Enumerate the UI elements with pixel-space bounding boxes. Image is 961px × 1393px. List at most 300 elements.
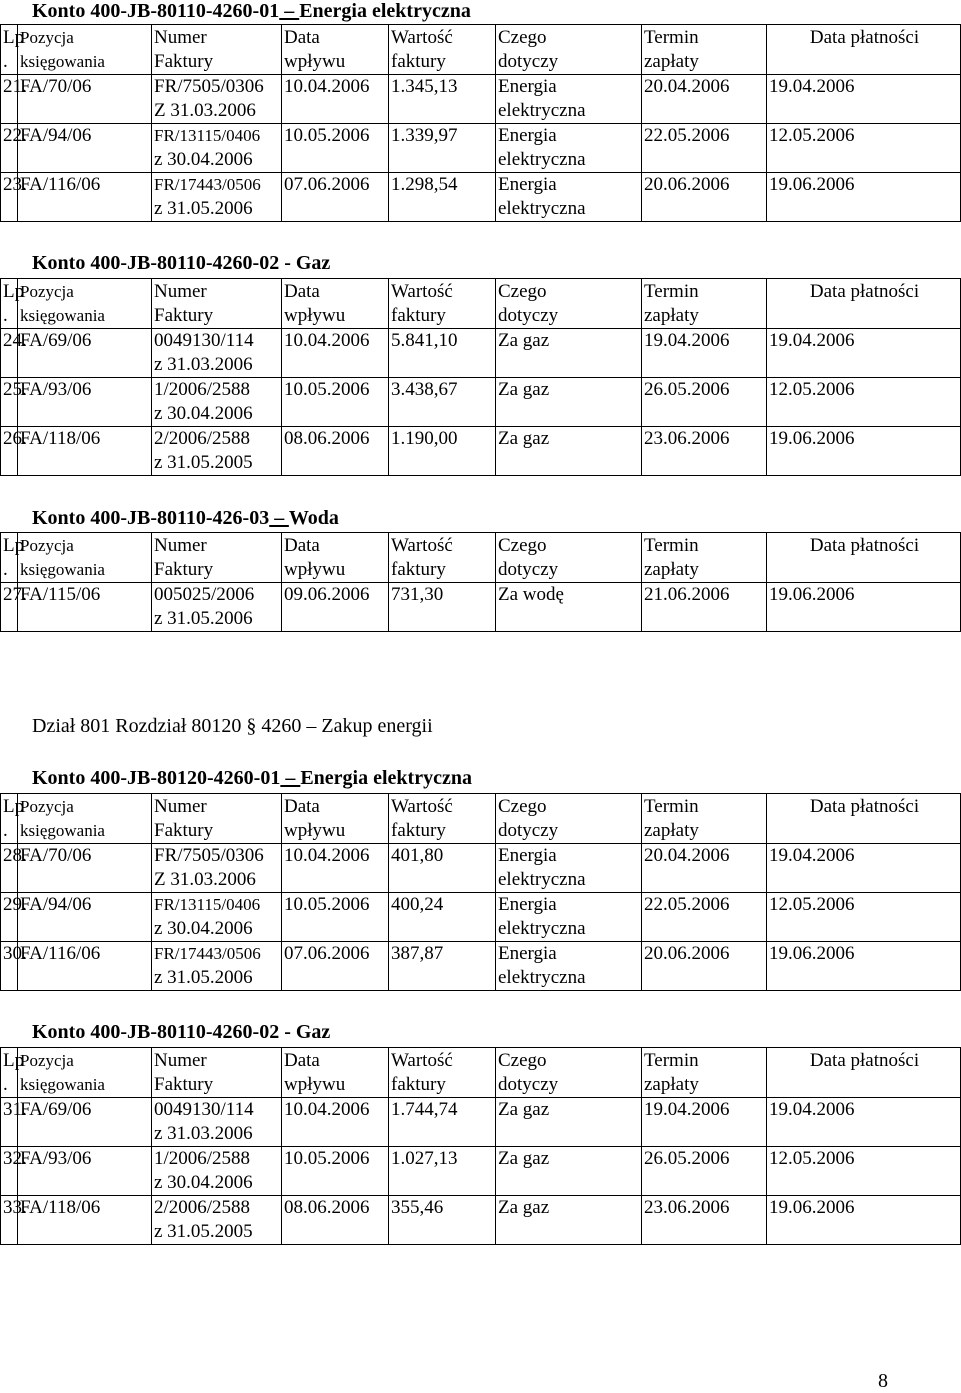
- subject: Energia: [498, 845, 557, 866]
- invoice-value: 5.841,10: [391, 330, 458, 351]
- header-label: .: [3, 305, 8, 326]
- header-label: Termin: [644, 535, 699, 556]
- header-label: faktury: [391, 559, 446, 580]
- header-cell: [282, 279, 389, 329]
- receipt-date: 10.05.2006: [284, 379, 370, 400]
- table-cell: [389, 173, 496, 222]
- header-cell: [18, 1048, 152, 1098]
- table-cell: [642, 378, 767, 427]
- table-cell: [389, 329, 496, 378]
- table-cell: [18, 75, 152, 124]
- header-label: Wartość: [391, 1050, 453, 1071]
- table-cell: [642, 1147, 767, 1196]
- payment-date: 19.04.2006: [769, 845, 855, 866]
- invoice-table: [0, 278, 961, 476]
- table-cell: [1, 1098, 27, 1147]
- invoice-date: Z 31.03.2006: [154, 100, 256, 121]
- table-row: [1, 583, 961, 632]
- table-cell: [1, 1147, 27, 1196]
- header-cell: [767, 25, 961, 75]
- table-cell: [1, 75, 27, 124]
- header-label: faktury: [391, 1074, 446, 1095]
- header-label: Lp: [3, 27, 25, 48]
- header-label: Pozycja: [20, 28, 74, 47]
- header-cell: [152, 1048, 282, 1098]
- table-cell: [767, 942, 961, 991]
- subject: Energia: [498, 125, 557, 146]
- header-cell: [152, 25, 282, 75]
- header-label: Czego: [498, 281, 547, 302]
- row-number: 30.: [3, 943, 27, 964]
- receipt-date: 08.06.2006: [284, 1197, 370, 1218]
- invoice-table: [0, 1047, 961, 1245]
- header-label: Pozycja: [20, 797, 74, 816]
- table-cell: [389, 1196, 496, 1245]
- header-label: Czego: [498, 1050, 547, 1071]
- table-cell: [18, 893, 152, 942]
- payment-date: 19.06.2006: [769, 428, 855, 449]
- row-number: 22.: [3, 125, 27, 146]
- invoice-value: 1.298,54: [391, 174, 458, 195]
- posting-position: FA/69/06: [20, 1099, 92, 1120]
- invoice-number: 1/2006/2588: [154, 1148, 251, 1169]
- table-cell: [642, 942, 767, 991]
- header-label: Wartość: [391, 281, 453, 302]
- invoice-date: z 30.04.2006: [154, 918, 253, 939]
- header-cell: [496, 1048, 642, 1098]
- table-cell: [389, 378, 496, 427]
- header-row: [1, 279, 961, 329]
- table-cell: [496, 1098, 642, 1147]
- invoice-number: 005025/2006: [154, 584, 255, 605]
- header-label: dotyczy: [498, 51, 559, 72]
- header-label: dotyczy: [498, 305, 559, 326]
- table-cell: [496, 124, 642, 173]
- row-number: 33.: [3, 1197, 27, 1218]
- header-label: Data: [284, 535, 320, 556]
- header-label: faktury: [391, 305, 446, 326]
- table-cell: [18, 1098, 152, 1147]
- table-cell: [496, 583, 642, 632]
- table-cell: [496, 844, 642, 893]
- header-label: Czego: [498, 535, 547, 556]
- posting-position: FA/70/06: [20, 76, 92, 97]
- header-label: dotyczy: [498, 820, 559, 841]
- posting-position: FA/93/06: [20, 1148, 92, 1169]
- header-cell: [18, 279, 152, 329]
- invoice-value: 731,30: [391, 584, 444, 605]
- row-number: 26.: [3, 428, 27, 449]
- table-cell: [282, 124, 389, 173]
- posting-position: FA/116/06: [20, 174, 101, 195]
- header-cell: [18, 25, 152, 75]
- header-label: księgowania: [20, 1075, 105, 1094]
- table-cell: [496, 75, 642, 124]
- table-cell: [1, 329, 27, 378]
- header-label: księgowania: [20, 52, 105, 71]
- header-label: zapłaty: [644, 305, 699, 326]
- table-cell: [282, 329, 389, 378]
- header-label: dotyczy: [498, 559, 559, 580]
- header-cell: [18, 533, 152, 583]
- header-label: zapłaty: [644, 51, 699, 72]
- table-cell: [389, 427, 496, 476]
- table-cell: [496, 427, 642, 476]
- receipt-date: 10.04.2006: [284, 76, 370, 97]
- header-label: Wartość: [391, 27, 453, 48]
- section-title: Konto 400-JB-80110-4260-02 - Gaz: [32, 252, 331, 274]
- table-cell: [642, 75, 767, 124]
- invoice-number: FR/17443/0506: [154, 175, 261, 194]
- header-label: Data: [284, 281, 320, 302]
- table-cell: [1, 124, 27, 173]
- subject: Za gaz: [498, 1099, 550, 1120]
- subject: Energia: [498, 894, 557, 915]
- header-label: Termin: [644, 1050, 699, 1071]
- header-cell: [282, 533, 389, 583]
- table-cell: [18, 583, 152, 632]
- section-title: Konto 400-JB-80110-4260-02 - Gaz: [32, 1021, 331, 1043]
- table-cell: [496, 329, 642, 378]
- subject: Za gaz: [498, 379, 550, 400]
- table-cell: [152, 1098, 282, 1147]
- header-cell: [496, 25, 642, 75]
- header-label: Data: [284, 1050, 320, 1071]
- invoice-date: z 31.05.2006: [154, 198, 253, 219]
- posting-position: FA/69/06: [20, 330, 92, 351]
- payment-date: 12.05.2006: [769, 379, 855, 400]
- table-cell: [642, 844, 767, 893]
- due-date: 20.04.2006: [644, 76, 730, 97]
- header-label: Data płatności: [809, 796, 920, 817]
- table-cell: [18, 329, 152, 378]
- header-label: Data płatności: [809, 27, 920, 48]
- table-cell: [282, 893, 389, 942]
- header-label: zapłaty: [644, 1074, 699, 1095]
- table-cell: [496, 173, 642, 222]
- header-cell: [642, 279, 767, 329]
- invoice-number: FR/13115/0406: [154, 126, 261, 145]
- table-cell: [767, 378, 961, 427]
- header-cell: [642, 1048, 767, 1098]
- table-cell: [18, 378, 152, 427]
- table-cell: [767, 1147, 961, 1196]
- header-label: Numer: [154, 796, 207, 817]
- header-cell: [642, 533, 767, 583]
- due-date: 23.06.2006: [644, 1197, 730, 1218]
- header-cell: [282, 25, 389, 75]
- invoice-date: z 31.03.2006: [154, 1123, 253, 1144]
- table-cell: [1, 427, 27, 476]
- header-label: Pozycja: [20, 1051, 74, 1070]
- table-cell: [389, 1098, 496, 1147]
- table-cell: [282, 1147, 389, 1196]
- table-cell: [282, 844, 389, 893]
- header-cell: [642, 25, 767, 75]
- table-cell: [642, 329, 767, 378]
- header-label: Faktury: [154, 559, 214, 580]
- table-cell: [1, 844, 27, 893]
- table-cell: [767, 893, 961, 942]
- row-number: 31.: [3, 1099, 27, 1120]
- header-label: Termin: [644, 27, 699, 48]
- table-cell: [1, 378, 27, 427]
- header-row: [1, 1048, 961, 1098]
- header-label: wpływu: [284, 1074, 346, 1095]
- posting-position: FA/118/06: [20, 428, 101, 449]
- header-cell: [767, 794, 961, 844]
- table-cell: [282, 378, 389, 427]
- table-cell: [282, 1098, 389, 1147]
- table-cell: [282, 427, 389, 476]
- header-cell: [389, 25, 496, 75]
- table-cell: [642, 583, 767, 632]
- section-title: Konto 400-JB-80110-4260-01 – Energia elektryczna: [32, 0, 471, 22]
- table-cell: [152, 942, 282, 991]
- receipt-date: 10.05.2006: [284, 894, 370, 915]
- receipt-date: 07.06.2006: [284, 943, 370, 964]
- invoice-date: z 31.03.2006: [154, 354, 253, 375]
- table-cell: [152, 893, 282, 942]
- table-cell: [389, 893, 496, 942]
- subject: Za gaz: [498, 1148, 550, 1169]
- invoice-date: z 30.04.2006: [154, 149, 253, 170]
- header-label: Lp: [3, 535, 25, 556]
- header-cell: [389, 279, 496, 329]
- invoice-date: z 31.05.2006: [154, 608, 253, 629]
- header-label: Lp: [3, 796, 25, 817]
- header-label: dotyczy: [498, 1074, 559, 1095]
- subject-line2: elektryczna: [498, 100, 586, 121]
- header-label: Wartość: [391, 796, 453, 817]
- row-number: 32.: [3, 1148, 27, 1169]
- table-cell: [642, 893, 767, 942]
- header-label: księgowania: [20, 306, 105, 325]
- header-label: Data płatności: [809, 281, 920, 302]
- table-cell: [1, 583, 27, 632]
- table-cell: [389, 844, 496, 893]
- header-label: Lp: [3, 1050, 25, 1071]
- subject: Za gaz: [498, 330, 550, 351]
- due-date: 26.05.2006: [644, 379, 730, 400]
- invoice-value: 355,46: [391, 1197, 444, 1218]
- table-row: [1, 378, 961, 427]
- invoice-date: Z 31.03.2006: [154, 869, 256, 890]
- header-cell: [1, 533, 25, 583]
- invoice-value: 387,87: [391, 943, 444, 964]
- header-row: [1, 533, 961, 583]
- posting-position: FA/70/06: [20, 845, 92, 866]
- header-label: faktury: [391, 51, 446, 72]
- header-label: Termin: [644, 796, 699, 817]
- table-cell: [496, 893, 642, 942]
- table-cell: [767, 173, 961, 222]
- table-cell: [767, 844, 961, 893]
- invoice-date: z 30.04.2006: [154, 403, 253, 424]
- invoice-date: z 31.05.2005: [154, 1221, 253, 1242]
- header-label: Faktury: [154, 1074, 214, 1095]
- table-cell: [1, 1196, 27, 1245]
- table-cell: [767, 427, 961, 476]
- payment-date: 19.06.2006: [769, 1197, 855, 1218]
- table-cell: [767, 329, 961, 378]
- receipt-date: 07.06.2006: [284, 174, 370, 195]
- header-label: zapłaty: [644, 820, 699, 841]
- subject: Energia: [498, 943, 557, 964]
- header-label: Data płatności: [809, 535, 920, 556]
- header-label: zapłaty: [644, 559, 699, 580]
- table-cell: [767, 1196, 961, 1245]
- subject: Za wodę: [498, 584, 564, 605]
- subject-line2: elektryczna: [498, 869, 586, 890]
- table-cell: [18, 1147, 152, 1196]
- invoice-number: FR/7505/0306: [154, 845, 264, 866]
- header-cell: [496, 279, 642, 329]
- table-cell: [152, 1196, 282, 1245]
- due-date: 23.06.2006: [644, 428, 730, 449]
- header-label: Faktury: [154, 820, 214, 841]
- table-cell: [152, 427, 282, 476]
- table-cell: [18, 173, 152, 222]
- table-cell: [1, 173, 27, 222]
- section-title: Konto 400-JB-80110-426-03 – Woda: [32, 507, 339, 529]
- payment-date: 19.06.2006: [769, 943, 855, 964]
- table-row: [1, 844, 961, 893]
- table-cell: [642, 427, 767, 476]
- invoice-table: [0, 532, 961, 632]
- header-label: Pozycja: [20, 536, 74, 555]
- invoice-date: z 31.05.2005: [154, 452, 253, 473]
- header-label: Lp: [3, 281, 25, 302]
- header-label: Termin: [644, 281, 699, 302]
- header-cell: [1, 25, 25, 75]
- header-cell: [389, 1048, 496, 1098]
- subject: Energia: [498, 76, 557, 97]
- header-cell: [642, 794, 767, 844]
- table-cell: [18, 427, 152, 476]
- payment-date: 12.05.2006: [769, 1148, 855, 1169]
- subject-line2: elektryczna: [498, 198, 586, 219]
- due-date: 20.06.2006: [644, 174, 730, 195]
- row-number: 23.: [3, 174, 27, 195]
- header-cell: [152, 533, 282, 583]
- header-label: .: [3, 559, 8, 580]
- table-cell: [152, 844, 282, 893]
- header-cell: [152, 794, 282, 844]
- posting-position: FA/94/06: [20, 125, 92, 146]
- division-heading: Dział 801 Rozdział 80120 § 4260 – Zakup energii: [32, 715, 433, 737]
- due-date: 20.04.2006: [644, 845, 730, 866]
- posting-position: FA/116/06: [20, 943, 101, 964]
- table-cell: [1, 942, 27, 991]
- table-cell: [152, 75, 282, 124]
- table-cell: [642, 1098, 767, 1147]
- invoice-value: 1.190,00: [391, 428, 458, 449]
- invoice-value: 1.027,13: [391, 1148, 458, 1169]
- subject-line2: elektryczna: [498, 918, 586, 939]
- table-cell: [767, 1098, 961, 1147]
- table-row: [1, 942, 961, 991]
- table-row: [1, 329, 961, 378]
- row-number: 29.: [3, 894, 27, 915]
- header-label: .: [3, 1074, 8, 1095]
- header-label: Czego: [498, 27, 547, 48]
- payment-date: 19.04.2006: [769, 76, 855, 97]
- header-cell: [282, 794, 389, 844]
- header-label: Czego: [498, 796, 547, 817]
- header-cell: [282, 1048, 389, 1098]
- payment-date: 19.04.2006: [769, 330, 855, 351]
- header-label: Data: [284, 27, 320, 48]
- header-label: Faktury: [154, 305, 214, 326]
- header-row: [1, 794, 961, 844]
- header-cell: [389, 794, 496, 844]
- invoice-value: 1.339,97: [391, 125, 458, 146]
- table-cell: [1, 893, 27, 942]
- table-cell: [18, 1196, 152, 1245]
- header-cell: [767, 533, 961, 583]
- invoice-value: 401,80: [391, 845, 444, 866]
- header-label: księgowania: [20, 821, 105, 840]
- header-label: wpływu: [284, 51, 346, 72]
- payment-date: 19.06.2006: [769, 584, 855, 605]
- invoice-value: 1.744,74: [391, 1099, 458, 1120]
- table-cell: [496, 942, 642, 991]
- header-label: Numer: [154, 1050, 207, 1071]
- subject: Za gaz: [498, 428, 550, 449]
- table-cell: [496, 378, 642, 427]
- table-cell: [152, 329, 282, 378]
- section-title: Konto 400-JB-80120-4260-01 – Energia elektryczna: [32, 767, 472, 789]
- table-cell: [767, 75, 961, 124]
- table-cell: [496, 1196, 642, 1245]
- posting-position: FA/93/06: [20, 379, 92, 400]
- table-cell: [767, 124, 961, 173]
- header-label: .: [3, 51, 8, 72]
- invoice-table: [0, 24, 961, 222]
- due-date: 20.06.2006: [644, 943, 730, 964]
- header-cell: [1, 279, 25, 329]
- table-cell: [282, 1196, 389, 1245]
- payment-date: 12.05.2006: [769, 894, 855, 915]
- table-row: [1, 1098, 961, 1147]
- table-row: [1, 1196, 961, 1245]
- invoice-value: 1.345,13: [391, 76, 458, 97]
- header-label: Faktury: [154, 51, 214, 72]
- receipt-date: 09.06.2006: [284, 584, 370, 605]
- payment-date: 19.06.2006: [769, 174, 855, 195]
- posting-position: FA/94/06: [20, 894, 92, 915]
- table-cell: [152, 1147, 282, 1196]
- header-label: Pozycja: [20, 282, 74, 301]
- row-number: 24.: [3, 330, 27, 351]
- header-label: Wartość: [391, 535, 453, 556]
- invoice-date: z 30.04.2006: [154, 1172, 253, 1193]
- table-cell: [389, 75, 496, 124]
- header-label: księgowania: [20, 560, 105, 579]
- header-label: wpływu: [284, 305, 346, 326]
- subject-line2: elektryczna: [498, 149, 586, 170]
- header-row: [1, 25, 961, 75]
- table-cell: [18, 124, 152, 173]
- invoice-number: FR/7505/0306: [154, 76, 264, 97]
- due-date: 19.04.2006: [644, 1099, 730, 1120]
- table-row: [1, 427, 961, 476]
- invoice-number: 1/2006/2588: [154, 379, 251, 400]
- table-cell: [642, 1196, 767, 1245]
- table-row: [1, 893, 961, 942]
- subject-line2: elektryczna: [498, 967, 586, 988]
